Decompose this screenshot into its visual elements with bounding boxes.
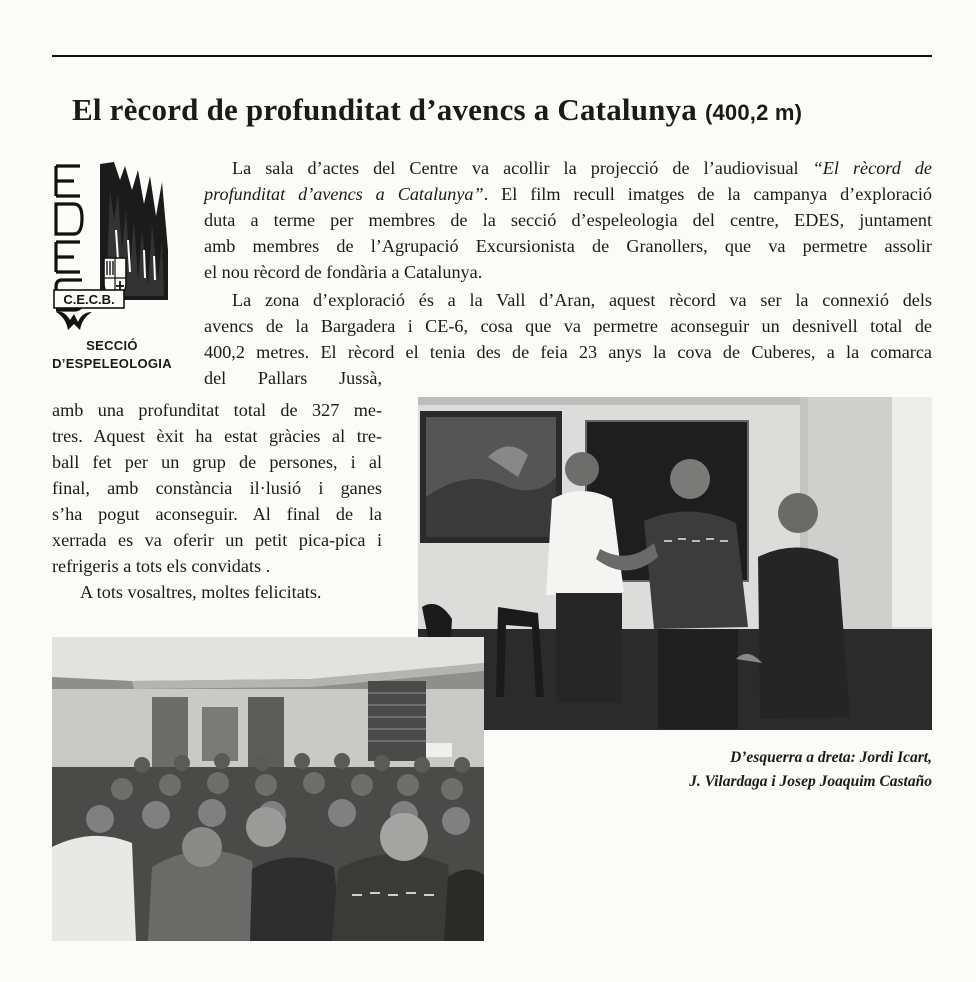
para3-line5: s’ha pogut aconseguir. Al final de la <box>52 504 382 524</box>
para1-text-b: . El film recull imatges de la campanya d’exploració <box>483 184 932 204</box>
para1-film-title-b: profunditat d’avencs a Catalunya” <box>204 184 484 204</box>
paragraph-2 <box>204 287 932 391</box>
para2-line1: La zona d’exploració és a la Vall d’Aran, aquest rècord va ser la connexió dels <box>232 290 932 310</box>
para1-text-a: La sala d’actes del Centre va acollir la projecció de l’audiovisual <box>232 158 799 178</box>
para1-line3: duta a terme per membres de la secció d’espeleologia del centre, EDES, juntament <box>204 210 932 230</box>
para3-line1: amb una profunditat total de 327 me- <box>52 400 382 420</box>
paragraph-3 <box>52 397 382 605</box>
logo-caption <box>48 337 176 373</box>
edes-logo <box>52 160 172 335</box>
logo-caption-line2: D’ESPELEOLOGIA <box>52 356 172 371</box>
caption-line1: D’esquerra a dreta: Jordi Icart, <box>730 749 932 766</box>
para3-line4: final, amb constància il·lusió i ganes <box>52 478 382 498</box>
caption-line2: J. Vilardaga i Josep Joaquim Castaño <box>689 773 932 790</box>
para3-line2: tres. Aquest èxit ha estat gràcies al tre- <box>52 426 382 446</box>
logo-badge-text: C.E.C.B. <box>63 292 115 307</box>
para2-line4: del Pallars Jussà, <box>204 368 382 388</box>
para1-line5: el nou rècord de fondària a Catalunya. <box>204 262 483 282</box>
para1-line2 <box>204 181 932 207</box>
paragraph-1 <box>204 155 932 285</box>
para1-line1 <box>204 155 932 181</box>
photo-speakers <box>418 397 932 730</box>
para3-line3: ball fet per un grup de persones, i al <box>52 452 382 472</box>
article-title <box>72 92 952 128</box>
para3-line7: refrigeris a tots els convidats . <box>52 556 271 576</box>
paragraph-4: A tots vosaltres, moltes felicitats. <box>80 582 322 602</box>
para1-film-title-a: “El rècord de <box>812 158 932 178</box>
para2-line2: avencs de la Bargadera i CE-6, cosa que va permetre aconseguir un desnivell total de <box>204 316 932 336</box>
article-title-depth: (400,2 m) <box>704 100 803 125</box>
article-title-text: El rècord de profunditat d’avencs a Catalunya <box>72 92 698 127</box>
para1-line4: amb membres de l’Agrupació Excursionista de Granollers, que va permetre assolir <box>204 236 932 256</box>
photo-audience <box>52 637 484 941</box>
para3-line6: xerrada es va oferir un petit pica-pica i <box>52 530 382 550</box>
photo-caption <box>689 746 932 794</box>
top-rule <box>52 55 932 57</box>
logo-caption-line1: SECCIÓ <box>86 338 138 353</box>
para2-line3: 400,2 metres. El rècord el tenia des de feia 23 anys la cova de Cuberes, a la comarca <box>204 342 932 362</box>
